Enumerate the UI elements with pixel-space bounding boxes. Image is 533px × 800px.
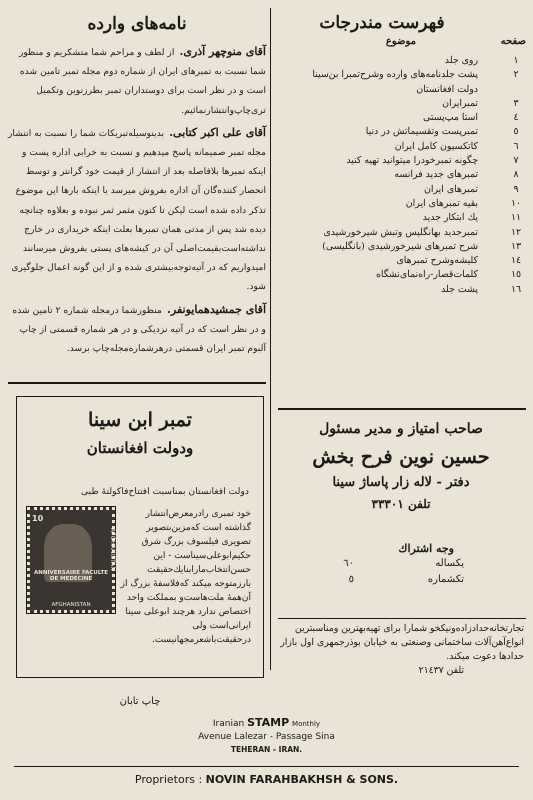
toc-page-number: ۷ <box>513 155 519 167</box>
letter-entry-3 <box>8 298 266 356</box>
toc-topic: تمبرهای ایران <box>423 183 478 195</box>
toc-row <box>278 254 526 268</box>
toc-row <box>278 140 526 154</box>
proprietors-label: Proprietors : <box>134 773 203 786</box>
toc-page-number: ۱۰ <box>510 197 522 209</box>
toc-row <box>278 68 526 82</box>
ibn-sina-stamp-box <box>16 396 264 678</box>
ad-text: تجارتخانه‌حدادزاده‌و‌نیکخو شمارا برای تهیه‌بهترین ومناسبترین انواع‌آهن‌آلات ساختمانی وصنعتی به خیابان بوذرجمهری اول بازار حدادها دعوت میکند. <box>280 623 524 662</box>
toc-topic: تمبرایران <box>442 97 478 109</box>
footer-divider <box>14 766 519 767</box>
stamp-text-mid: ANNIVERSAIRE FACULTE DE MEDECINE <box>34 570 108 582</box>
toc-row <box>278 268 526 282</box>
toc-page-number: ۱٤ <box>510 255 522 267</box>
english-line-2: Avenue Lalezar - Passage Sina <box>198 732 335 742</box>
toc-row <box>278 183 526 197</box>
english-line-1-b: STAMP <box>247 716 290 729</box>
english-line-1-a: Iranian <box>212 719 245 729</box>
toc-page-number: ۱٥ <box>510 269 522 281</box>
stamp-box-title: تمبر ابن سینا <box>88 409 192 431</box>
printer-credit: چاپ تابان <box>119 696 161 707</box>
toc-page-number: ٦ <box>513 140 519 152</box>
vertical-divider <box>270 8 271 670</box>
toc-row <box>278 226 526 240</box>
toc-page-number: ۱۲ <box>510 226 522 238</box>
toc-row <box>278 154 526 168</box>
english-line-1 <box>0 716 533 731</box>
ad-phone: تلفن ۲۱٤۳۷ <box>418 665 464 676</box>
toc-row <box>278 197 526 211</box>
toc-page-number: ٤ <box>513 112 519 124</box>
stamp-text-bottom: AFGHANISTAN <box>51 602 91 608</box>
stamp-text-val: 10 <box>32 514 44 523</box>
subscription-title: وجه اشتراك <box>398 542 454 555</box>
toc-topic: دولت افغانستان <box>416 83 478 95</box>
toc-page-number: ۱٦ <box>510 283 522 295</box>
toc-page-number: ۲ <box>513 69 519 81</box>
toc-row <box>278 125 526 139</box>
letter-name-3: آقای جمشید‌همایونفر. <box>167 302 266 316</box>
toc-topic: پشت جلدنامه‌های وارده وشرح‌تمبرا بن‌سینا <box>312 69 478 81</box>
toc-topic: پشت جلد <box>441 283 478 295</box>
subscription-row-2 <box>278 574 524 590</box>
ibn-sina-stamp-image <box>27 507 115 613</box>
letters-section <box>8 12 266 355</box>
letter-text-3: منظورشما درمجله شماره ۲ تامین شده و در نظر است که در آتیه نزدیکی و در هر شماره قسمتی از چاپ آلبوم تمبر ایران قسمتی درهرشماره‌مجله‌چاپ برسد. <box>12 304 266 355</box>
stamp-box-intro: دولت افغانستان بمناسبت افتتاح‌فاکولتهٔ طبی <box>81 486 249 497</box>
toc-topic: کاتکسیون کامل ایران <box>394 140 478 152</box>
toc-page-number: ۳ <box>513 97 519 109</box>
toc-topic: روی جلد <box>444 55 478 66</box>
stamp-box-body: خود تمبری رادرمعرض‌انتشار گذاشته است که‌مزین‌بتصویر تصویری فیلسوف بزرگ شرق حکیم‌ابوعلی‌سیناست - این حسن‌انتخاب‌مارابنایك‌حقیقت بارزمتوجه میکند که‌فلاسفهٔ بزرگ از آن‌همهٔ ملت‌هاست‌و بمملکت واحد اختصاص ندارد هرچند ابوعلی سینا ایرانی‌است ولی درحقیقت‌باشعرمجهانیست. <box>120 509 251 645</box>
toc-topic: بقیه تمبرهای ایران <box>405 197 478 209</box>
toc-list <box>278 54 526 297</box>
letter-entry-1 <box>8 40 266 117</box>
toc-page-number: ٥ <box>513 126 519 138</box>
toc-section <box>278 10 526 297</box>
toc-row <box>278 168 526 182</box>
toc-topic: کلیشه‌وشرح تمبرهای <box>396 255 478 267</box>
ad-section <box>280 622 524 678</box>
toc-row <box>278 283 526 297</box>
letter-name-1: آقای منوچهر آذری. <box>179 45 266 58</box>
letters-title: نامه‌های وارده <box>87 14 187 34</box>
toc-bottom-divider <box>278 408 526 410</box>
owner-line-2: حسین نوین فرح بخش <box>312 446 490 468</box>
subscription-value-1: ٦٠ <box>343 558 354 569</box>
owner-line-1: صاحب امتیاز و مدیر مسئول <box>319 421 483 437</box>
toc-topic: تمبرپست وتقسیماتش در دنیا <box>365 126 478 138</box>
owner-section <box>278 416 524 514</box>
toc-topic: یك ابتکار جدید <box>422 212 478 224</box>
toc-row <box>278 211 526 225</box>
letter-entry-2 <box>8 121 266 294</box>
english-line-3: TEHERAN - IRAN. <box>230 745 303 754</box>
toc-page-number: ۱۳ <box>510 240 522 252</box>
toc-col-topic: موضوع <box>385 36 416 47</box>
toc-page-number: ۱۱ <box>510 212 522 224</box>
letter-text-2: بدینوسیله‌تبریکات شما را نسبت به انتشار مجله تمبر صمیمانه پاسخ میدهیم و نسبت به خرابی اداره پست و اینکه تمبرها بلافاصله بعد از انتشار از قیمت خود گرانتر و توسط انحصار کننده‌گان آن اداره بفروش میرسد با اینکه بارها این موضوع تذکر داده شده است لیکن تا کنون مثمر ثمر نبوده و بعلاوه چنانچه دیده شد پس از مدتی همان تمبرها بعلت اینکه خریداری در خارج نداشته‌است‌بقیمت‌اصلی آن در کیشه‌های پستی بفروش میرسانند امیدواریم که در آتیه‌توجه‌بیشتری شده و از این گونه اعمال جلوگیری شود. <box>7 127 266 293</box>
english-footer <box>0 716 533 756</box>
toc-topic: تمبرهای جدید فرانسه <box>394 169 478 181</box>
owner-line-4: تلفن ۳۳۳۰۱ <box>371 497 431 511</box>
toc-row <box>278 54 526 68</box>
stamp-box-subtitle: ودولت افغانستان <box>86 439 194 457</box>
toc-page-number: ۸ <box>513 169 519 181</box>
toc-topic: شرح تمبرهای شیرخورشیدی (بانگلیسی) <box>322 240 478 252</box>
proprietors-line <box>0 772 533 788</box>
owner-line-3: دفتر - لاله زار پاساژ سینا <box>332 475 470 490</box>
subscription-label-1: یکساله <box>435 558 464 569</box>
toc-title: فهرست مندرجات <box>319 13 445 33</box>
toc-page-number: ۱ <box>513 55 519 66</box>
toc-row <box>278 240 526 254</box>
subscription-section <box>278 540 524 590</box>
english-line-1-c: Monthly <box>292 720 321 728</box>
toc-row <box>278 83 526 97</box>
toc-col-page: صفحه <box>500 36 526 47</box>
toc-header <box>278 36 526 54</box>
toc-topic: چگونه تمبرخودرا میتوانید تهیه کنید <box>346 155 478 167</box>
subscription-value-2: ٥ <box>348 574 354 585</box>
letter-text-1: از لطف و مراحم شما متشکریم و منظور شما نسبت به تمبرهای ایران از شماره دوم مجله تمبر تامین شده است و در نظر است برای دوستداران تمبر بطرزنوین وتکمیل تری‌چاپ‌وانتشارنمائیم. <box>19 47 266 116</box>
ad-top-divider <box>278 618 526 619</box>
toc-row <box>278 111 526 125</box>
toc-topic: کلمات‌قصار-راه‌نمای‌نشگاه <box>375 269 478 281</box>
subscription-label-2: تکشماره <box>427 574 464 585</box>
stamp-text-top: AFGHANISTAN <box>109 528 117 571</box>
toc-topic: تمبرجدید بهانگلیس وتبش شیرخورشیدی <box>323 226 478 238</box>
toc-row <box>278 97 526 111</box>
toc-page-number: ۹ <box>513 183 519 195</box>
subscription-row-1 <box>278 558 524 574</box>
letter-name-2: آقای علی اکبر کتابی. <box>169 125 266 139</box>
letters-bottom-divider <box>8 382 266 384</box>
proprietors-name: NOVIN FARAHBAKHSH & SONS. <box>205 773 399 786</box>
toc-topic: استا مپ‌پستی <box>423 112 478 124</box>
